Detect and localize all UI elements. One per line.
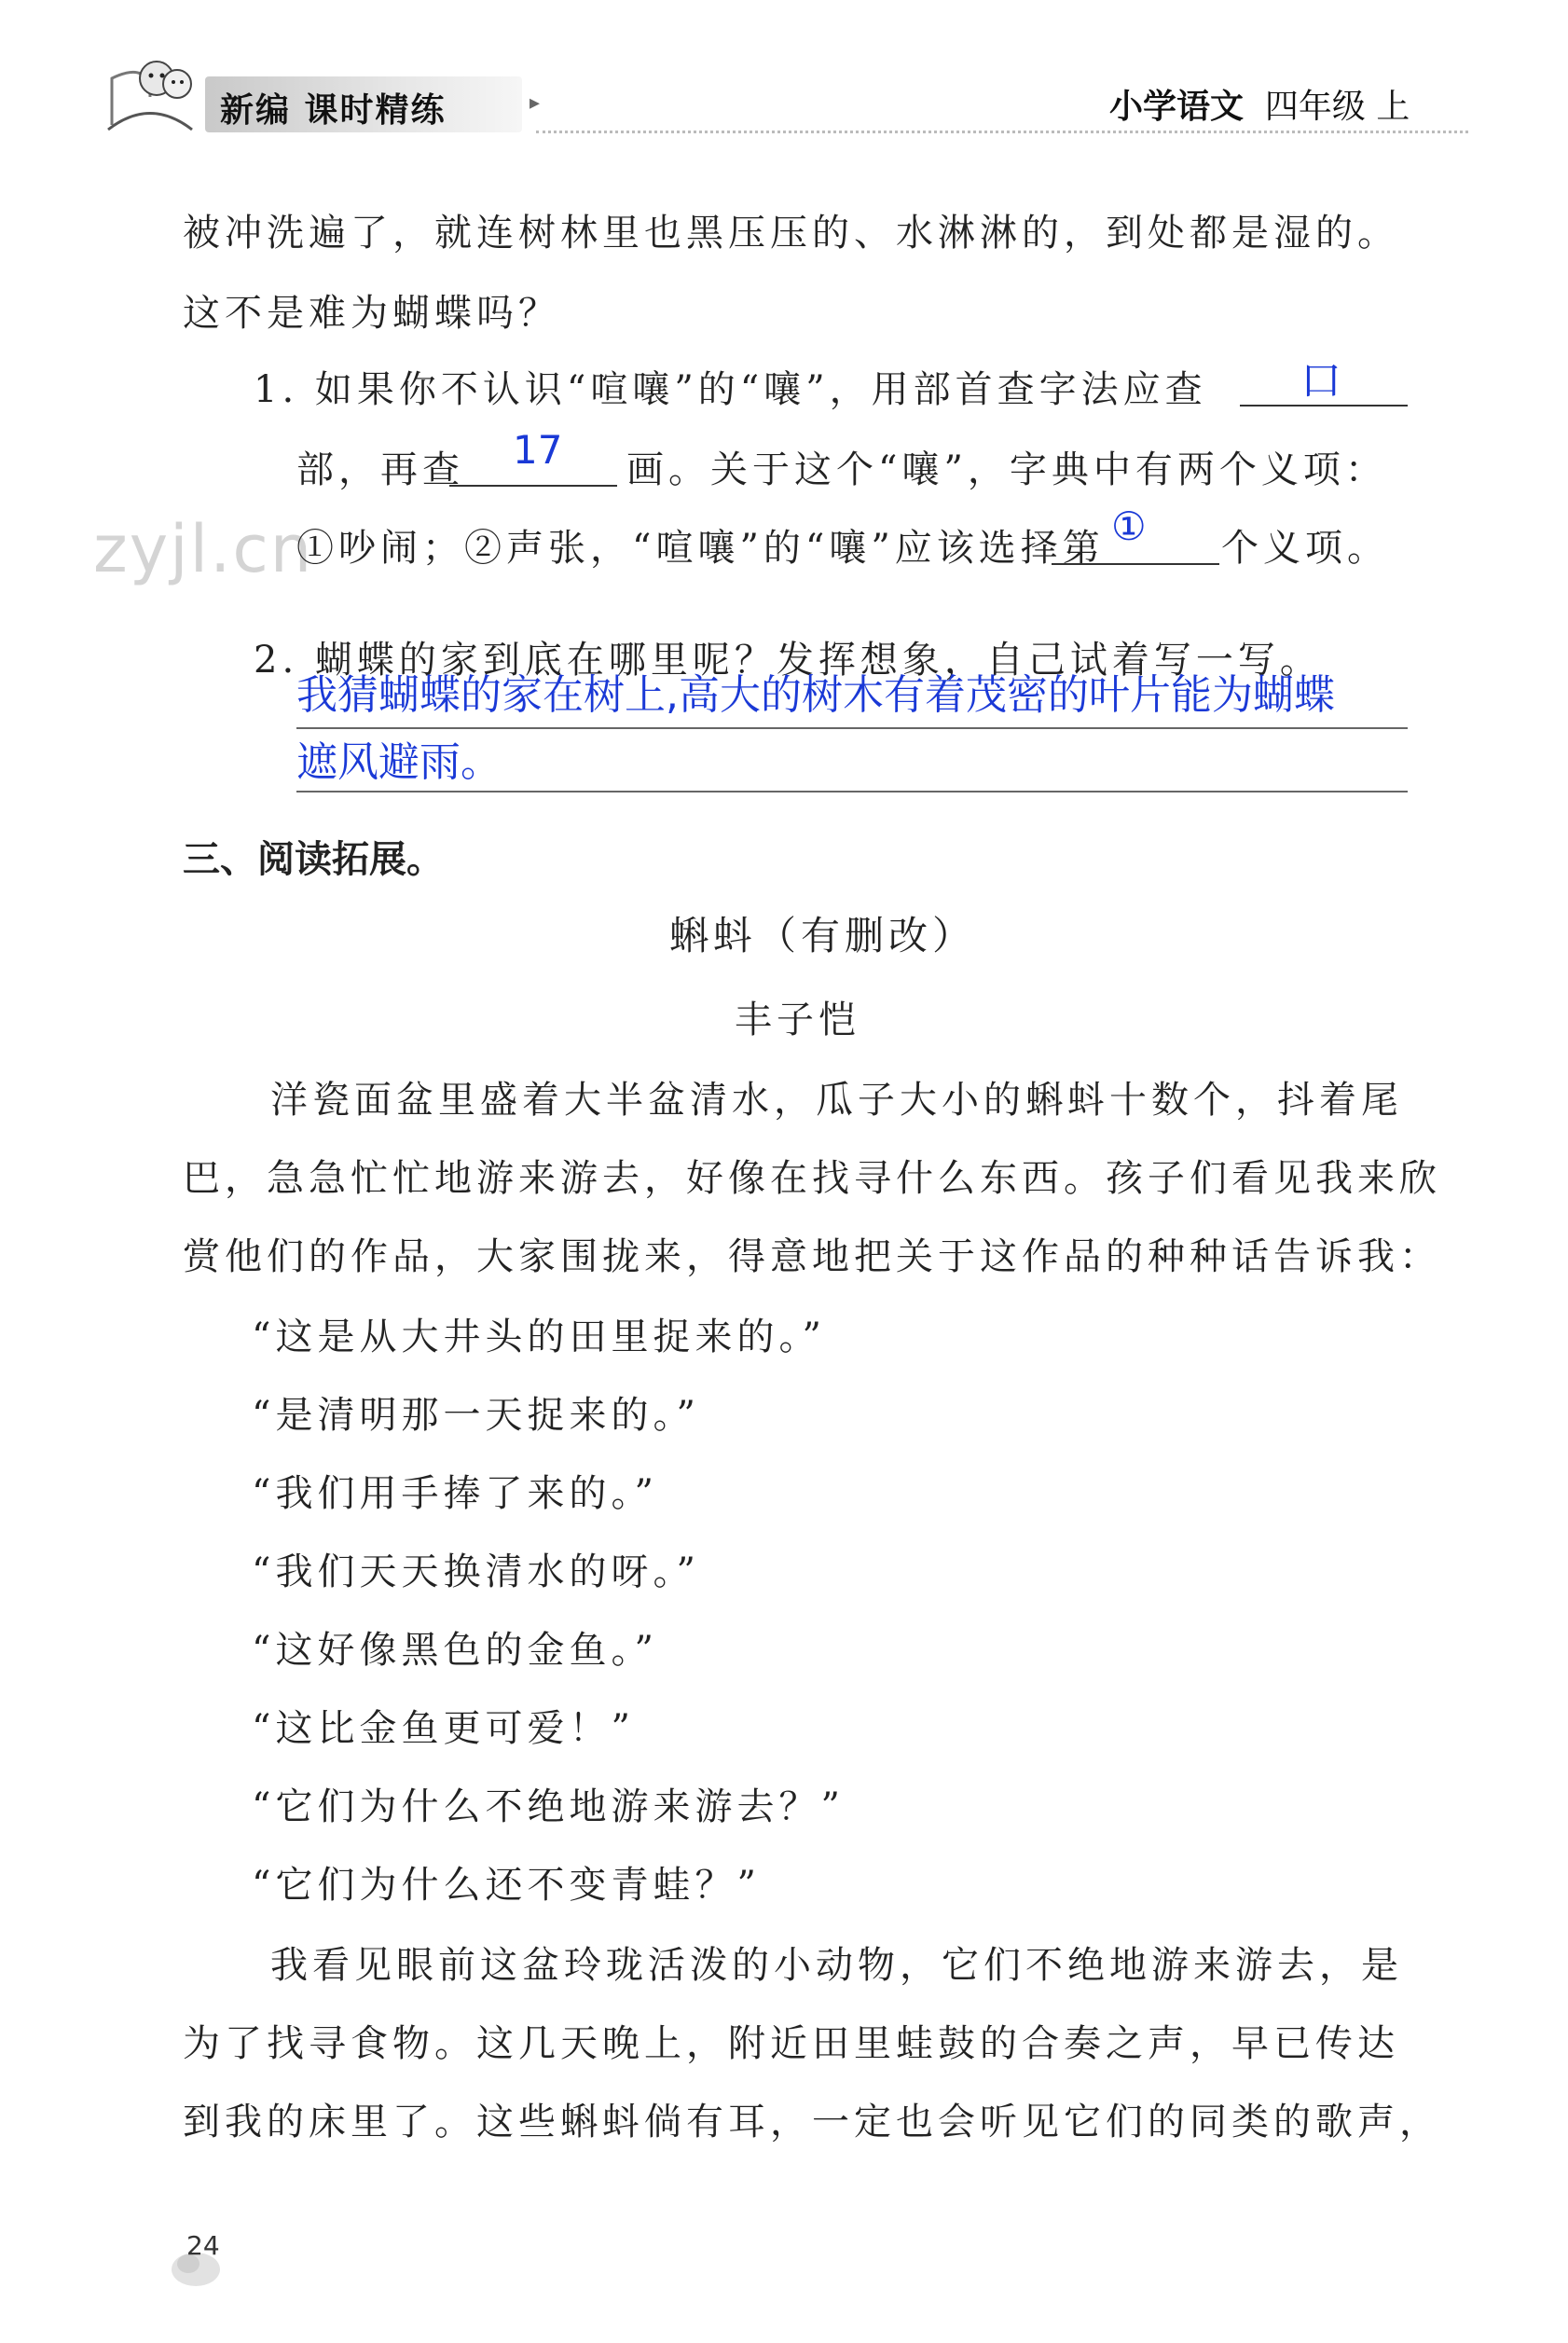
- q2-answer-rule-2: [296, 791, 1408, 792]
- q1-blank-strokes: [449, 485, 617, 487]
- watermark: zyjl.cn: [93, 511, 314, 587]
- subject-label: 小学语文: [1109, 88, 1245, 126]
- passage-line-1: 被冲洗遍了，就连树林里也黑压压的、水淋淋的，到处都是湿的。: [183, 212, 1399, 255]
- quote-line: “这好像黑色的金鱼。”: [252, 1629, 658, 1672]
- q1-part2b: 画。关于这个“嚷”，字典中有两个义项：: [626, 448, 1387, 491]
- quote-line: “我们天天换清水的呀。”: [252, 1551, 700, 1593]
- q2-prompt: 2. 蝴蝶的家到底在哪里呢？发挥想象，自己试着写一写。: [254, 639, 1322, 682]
- quote-line: “它们为什么不绝地游来游去？”: [252, 1785, 845, 1828]
- quote-line: “这是从大井头的田里捉来的。”: [252, 1316, 826, 1358]
- header-divider: [536, 131, 1468, 133]
- para2-line-2: 为了找寻食物。这几天晚上，附近田里蛙鼓的合奏之声，早已传达: [183, 2022, 1399, 2065]
- book-bear-logo-icon: [99, 41, 201, 144]
- answer-radical: 口: [1300, 357, 1341, 405]
- page-number: 24: [186, 2230, 220, 2261]
- q1-part2a: 部，再查: [296, 448, 464, 491]
- triangle-right-icon: ▸: [530, 91, 541, 115]
- quote-line: “这比金鱼更可爱！”: [252, 1707, 635, 1750]
- para1-line-1: 洋瓷面盆里盛着大半盆清水，瓜子大小的蝌蚪十数个，抖着尾: [270, 1079, 1403, 1122]
- para2-line-1: 我看见眼前这盆玲珑活泼的小动物，它们不绝地游来游去，是: [270, 1944, 1403, 1987]
- grade-label: 四年级 上: [1264, 88, 1410, 126]
- para1-line-3: 赏他们的作品，大家围拢来，得意地把关于这作品的种种话告诉我：: [183, 1235, 1441, 1278]
- q1-part3a: ①吵闹；②声张，“喧嚷”的“嚷”应该选择第: [296, 527, 1105, 570]
- q1-part3b: 个义项。: [1221, 527, 1389, 570]
- answer-strokes: 17: [513, 427, 563, 473]
- article-author: 丰子恺: [735, 999, 860, 1041]
- q2-answer-rule-1: [296, 727, 1408, 729]
- para2-line-3: 到我的床里了。这些蝌蚪倘有耳，一定也会听见它们的同类的歌声，: [183, 2101, 1441, 2143]
- subject-grade: [1109, 80, 1410, 128]
- section-heading: 三、阅读拓展。: [183, 838, 444, 881]
- quote-line: “是清明那一天捉来的。”: [252, 1394, 700, 1437]
- q1-blank-item: [1052, 563, 1219, 565]
- q2-answer-line-1: 我猜蝴蝶的家在树上,高大的树木有着茂密的叶片能为蝴蝶: [296, 671, 1335, 719]
- quote-line: “它们为什么还不变青蛙？”: [252, 1864, 761, 1907]
- q1-part1: 1. 如果你不认识“喧嚷”的“嚷”，用部首查字法应查: [254, 368, 1207, 411]
- quote-line: “我们用手捧了来的。”: [252, 1472, 658, 1515]
- para1-line-2: 巴，急急忙忙地游来游去，好像在找寻什么东西。孩子们看见我来欣: [183, 1157, 1441, 1200]
- q2-answer-line-2: 遮风避雨。: [296, 738, 502, 786]
- series-title: 新编 课时精练: [220, 91, 447, 130]
- article-title: 蝌蚪（有删改）: [669, 913, 977, 958]
- answer-item: ①: [1111, 503, 1147, 549]
- passage-line-2: 这不是难为蝴蝶吗？: [183, 292, 560, 335]
